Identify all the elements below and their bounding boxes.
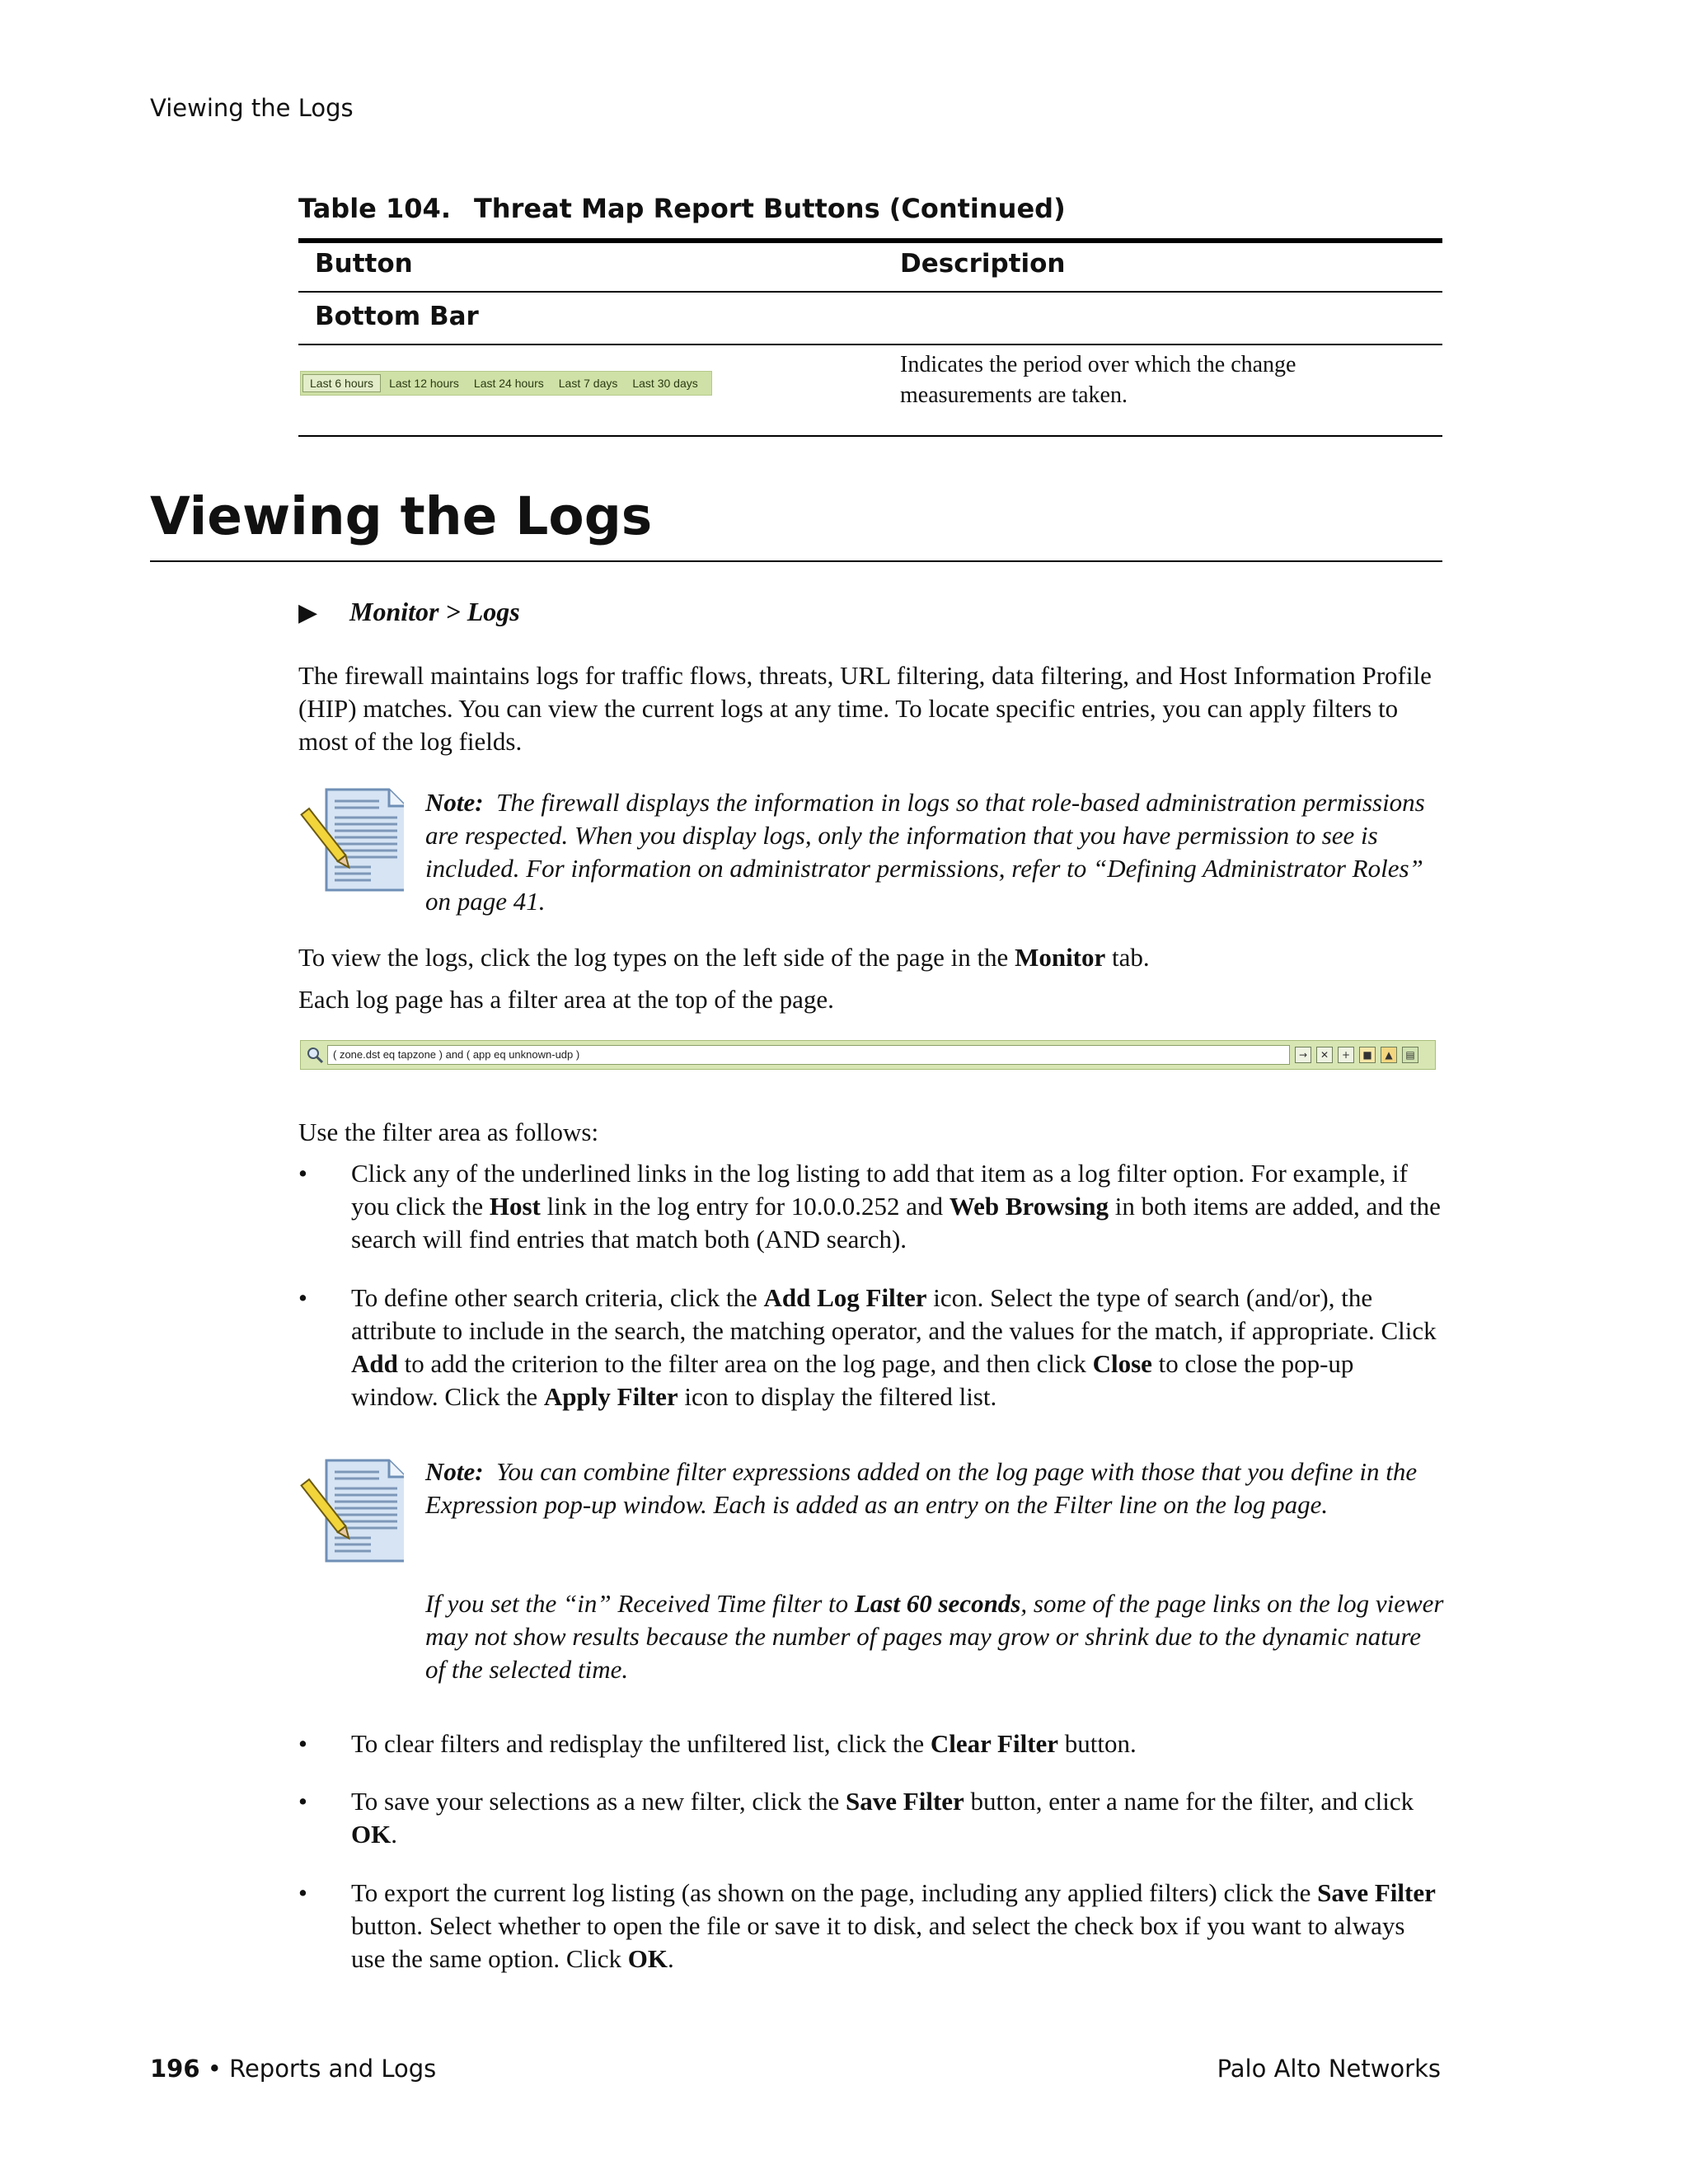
breadcrumb — [298, 597, 520, 627]
table-header-button: Button — [315, 249, 413, 279]
last-7-days-button[interactable]: Last 7 days — [558, 377, 618, 390]
note-label: Note: — [425, 1457, 484, 1486]
filter-query-input[interactable]: ( zone.dst eq tapzone ) and ( app eq unknown-udp ) — [327, 1045, 1290, 1065]
chapter-name: Reports and Logs — [229, 2055, 437, 2083]
page-number: 196 — [150, 2055, 200, 2083]
note-text — [425, 786, 1444, 918]
table-caption-title: Threat Map Report Buttons (Continued) — [473, 193, 1066, 224]
intro-paragraph: The firewall maintains logs for traffic flows, threats, URL filtering, data filtering, and Host Information Profile (HIP) matches. You can view the current logs at any time. To locate specific entries, you can apply filters to most of the log fields. — [298, 661, 1432, 756]
note-text-secondary: If you set the “in” Received Time filter to Last 60 seconds, some of the page links on the log viewer may not show results because the number of pages may grow or shrink due to the dynamic nature of the selected time. — [425, 1589, 1444, 1684]
view-logs-paragraph — [298, 941, 1444, 974]
note-label: Note: — [425, 788, 484, 817]
table-caption-number: Table 104. — [298, 193, 451, 224]
use-filter-paragraph: Use the filter area as follows: — [298, 1118, 599, 1146]
breadcrumb-path: Monitor > Logs — [349, 597, 520, 626]
table-row-description: Indicates the period over which the change measurements are taken. — [900, 352, 1296, 408]
log-filter-bar — [300, 1040, 1436, 1070]
footer-left — [150, 2055, 436, 2083]
table-top-rule — [298, 238, 1442, 243]
list-item-text: To export the current log listing (as shown on the page, including any applied filters) click the Save Filter button. Select whether to open the file or save it to disk, and select the check box if you want to always use the same option. Click OK. — [351, 1878, 1436, 1973]
table-row-rule — [298, 344, 1442, 345]
list-item-text: To define other search criteria, click the Add Log Filter icon. Select the type of search (and/or), the attribute to include in the search, the matching operator, and the values for the match, if appropriate. Click Add to add the criterion to the filter area on the log page, and then click Close to close the pop-up window. Click the Apply Filter icon to display the filtered list. — [351, 1283, 1437, 1411]
search-icon[interactable] — [306, 1046, 324, 1064]
filter-area-paragraph: Each log page has a filter area at the top of the page. — [298, 985, 834, 1014]
footer-separator: • — [199, 2055, 230, 2083]
note-body: The firewall displays the information in logs so that role-based administration permissions are respected. When you display logs, only the information that you have permission to see is included. For information on administrator permissions, refer to “Defining Administrator Roles” on page 41. — [425, 788, 1425, 916]
last-12-hours-button[interactable]: Last 12 hours — [389, 377, 459, 390]
table-section-row: Bottom Bar — [315, 302, 479, 331]
last-30-days-button[interactable]: Last 30 days — [632, 377, 698, 390]
add-log-filter-icon[interactable]: + — [1338, 1047, 1354, 1063]
list-item-text: To save your selections as a new filter, click the Save Filter button, enter a name for the filter, and click OK. — [351, 1787, 1414, 1849]
save-filter-icon[interactable]: ■ — [1359, 1047, 1376, 1063]
last-6-hours-button[interactable]: Last 6 hours — [302, 374, 381, 392]
section-rule — [150, 560, 1442, 562]
clear-filter-icon[interactable]: ✕ — [1316, 1047, 1333, 1063]
monitor-term: Monitor — [1015, 943, 1106, 972]
triangle-arrow-icon: ▶ — [298, 599, 318, 626]
bullet-dot: • — [298, 1787, 307, 1816]
section-title: Viewing the Logs — [150, 486, 653, 546]
view-para-tail: tab. — [1105, 943, 1150, 972]
bullet-dot: • — [298, 1159, 307, 1188]
bullet-dot: • — [298, 1729, 307, 1758]
load-filter-icon[interactable]: ▲ — [1381, 1047, 1397, 1063]
footer-company: Palo Alto Networks — [1217, 2055, 1441, 2083]
apply-filter-icon[interactable]: → — [1295, 1047, 1311, 1063]
note-icon — [297, 785, 404, 892]
running-header: Viewing the Logs — [150, 94, 354, 122]
table-header-description: Description — [900, 249, 1066, 279]
table-caption — [298, 193, 1066, 224]
table-header-rule — [298, 291, 1442, 293]
last-24-hours-button[interactable]: Last 24 hours — [473, 377, 544, 390]
export-icon[interactable]: ▤ — [1402, 1047, 1418, 1063]
table-bottom-rule — [298, 435, 1442, 437]
note-body: You can combine filter expressions added on the log page with those that you define in the Expression pop-up window. Each is added as an entry on the Filter line on the log page. — [425, 1457, 1418, 1519]
note-icon — [297, 1455, 404, 1563]
note-text — [425, 1455, 1444, 1521]
list-item-text: Click any of the underlined links in the log listing to add that item as a log filter option. For example, if you click the Host link in the log entry for 10.0.0.252 and Web Browsing in both items are added, and the search will find entries that match both (AND search). — [351, 1159, 1441, 1254]
bullet-dot: • — [298, 1878, 307, 1907]
time-range-bar — [300, 371, 712, 396]
list-item-text: To clear filters and redisplay the unfiltered list, click the Clear Filter button. — [351, 1729, 1137, 1758]
bullet-dot: • — [298, 1283, 307, 1312]
view-para-text: To view the logs, click the log types on the left side of the page in the — [298, 943, 1015, 972]
